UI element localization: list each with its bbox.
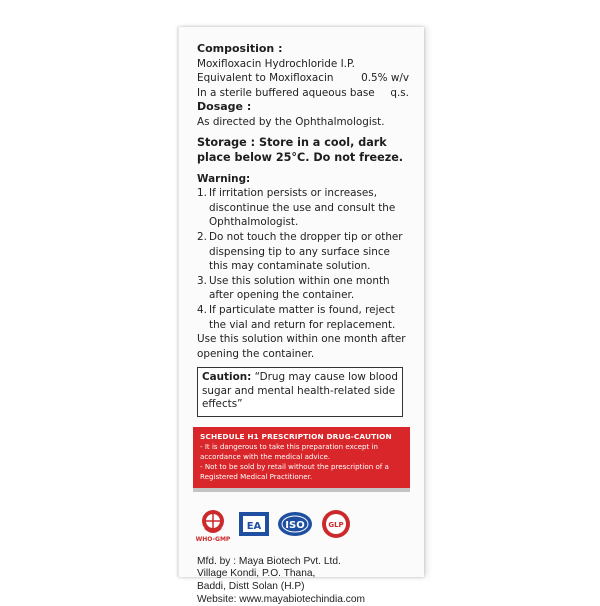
composition-line-2-label: Equivalent to Moxifloxacin (197, 72, 334, 85)
schedule-title: SCHEDULE H1 PRESCRIPTION DRUG-CAUTION (200, 431, 392, 441)
certification-logos (195, 506, 409, 542)
caution-label: Caution: (202, 371, 252, 384)
composition-line-2-value: 0.5% w/v (361, 72, 409, 85)
manufacturer-line-1: Mfd. by : Maya Biotech Pvt. Ltd. (197, 555, 341, 567)
ea-text: EA (246, 520, 262, 532)
manufacturer-line-3: Baddi, Distt Solan (H.P) (197, 580, 305, 592)
manufacturer-website: Website: www.mayabiotechindia.com (197, 593, 365, 605)
schedule-line-1: - It is dangerous to take this preparation except in accordance with the medical advice. (200, 441, 378, 461)
warning-item-text: Use this solution within one month after opening the container. (209, 274, 390, 302)
composition-line-3 (197, 86, 409, 101)
dosage-heading: Dosage : (197, 100, 252, 114)
medicine-label-card (178, 27, 424, 605)
warning-item (197, 274, 409, 303)
warning-item-text: If particulate matter is found, reject the vial and return for replacement. (209, 303, 396, 331)
iso-text: ISO (285, 519, 305, 531)
ea-logo (239, 512, 269, 536)
caution-box (197, 367, 403, 417)
warning-item-number: 4. (197, 303, 207, 316)
warning-item (197, 230, 409, 274)
glp-text: GLP (328, 520, 344, 529)
warning-item (197, 186, 409, 230)
warning-footer: Use this solution within one month after opening the container. (197, 333, 406, 360)
manufacturer-info (197, 556, 409, 606)
warning-item-number: 2. (197, 230, 207, 243)
warning-item-number: 1. (197, 187, 207, 200)
schedule-line-2: - Not to be sold by retail without the prescription of a Registered Medical Practitioner. (200, 461, 389, 481)
iso-logo (277, 511, 313, 537)
composition-heading: Composition : (197, 42, 283, 55)
warning-heading: Warning: (197, 172, 251, 185)
warning-item-text: Do not touch the dropper tip or other dispensing tip to any surface since this may contaminate solution. (209, 230, 403, 273)
glp-logo (321, 509, 351, 539)
label-content (197, 42, 409, 606)
composition-line-3-value: q.s. (390, 86, 409, 99)
warning-list (197, 186, 409, 332)
storage-line-1: Storage : Store in a cool, dark (197, 135, 387, 149)
warning-item (197, 303, 409, 332)
composition-line-1: Moxifloxacin Hydrochloride I.P. (197, 57, 355, 70)
composition-line-3-label: In a sterile buffered aqueous base (197, 86, 375, 99)
warning-item-number: 3. (197, 274, 207, 287)
storage-line-2: place below 25°C. Do not freeze. (197, 150, 404, 164)
composition-line-2 (197, 71, 409, 86)
who-gmp-text: WHO-GMP (195, 535, 231, 542)
dosage-text: As directed by the Ophthalmologist. (197, 115, 385, 128)
schedule-h1-box (193, 427, 410, 492)
storage-instructions (197, 135, 409, 165)
who-gmp-logo (195, 506, 231, 542)
caution-text: “Drug may cause low blood sugar and mental health-related side effects” (202, 371, 398, 411)
manufacturer-line-2: Village Kondi, P.O. Thana, (197, 568, 316, 580)
warning-item-text: If irritation persists or increases, discontinue the use and consult the Ophthalmologist. (209, 187, 396, 229)
